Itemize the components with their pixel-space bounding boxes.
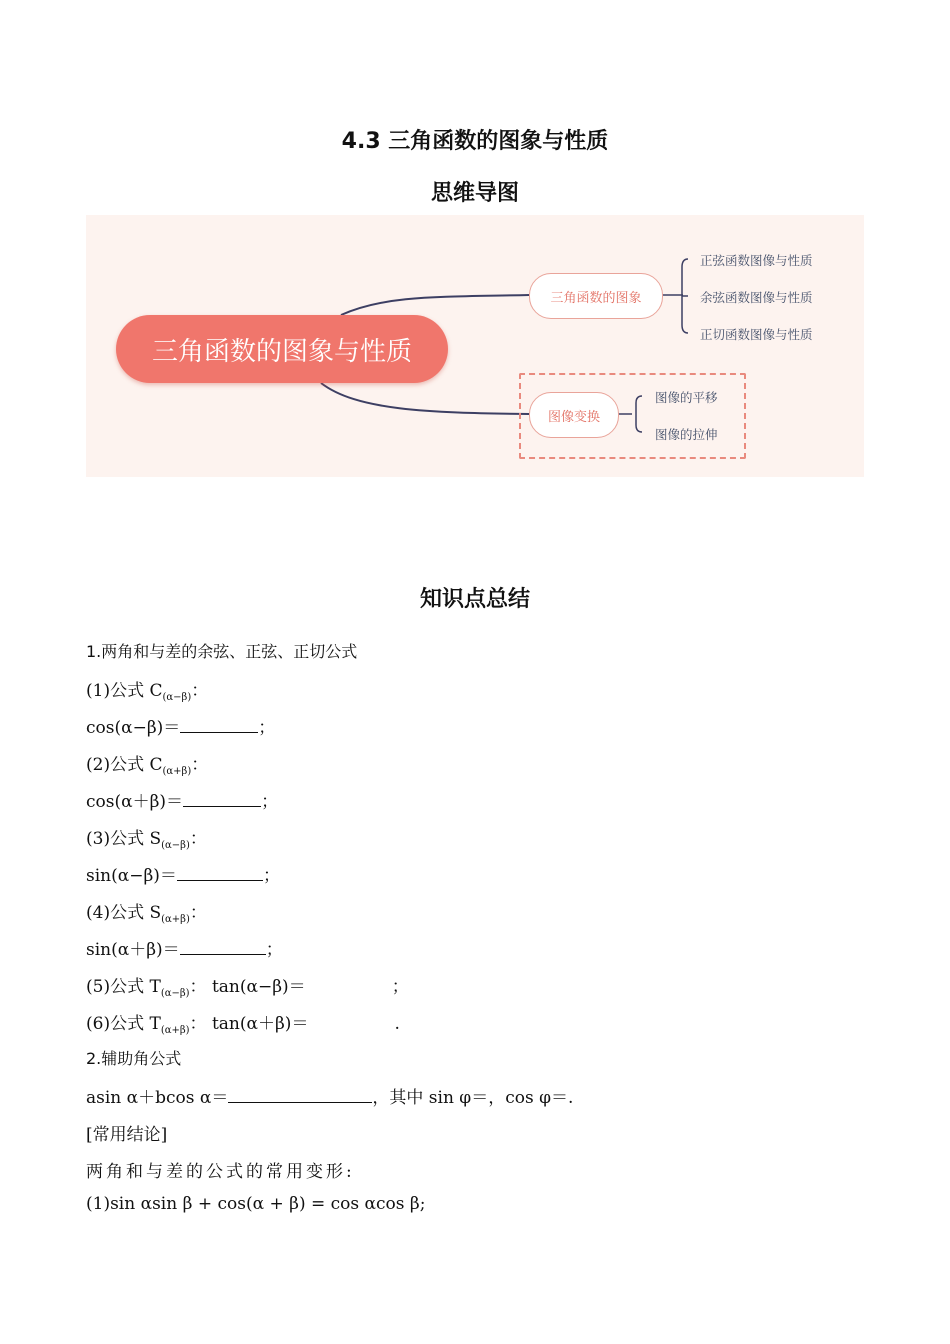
answer-blank <box>228 1086 372 1103</box>
mind-map-leaf-sine: 正弦函数图像与性质 <box>700 253 813 268</box>
formula-c-plus: cos(α＋β)＝ ； <box>86 792 279 812</box>
formula-s-minus-label: (3)公式 $S_{(\alpha-\beta)}$： <box>86 829 207 851</box>
answer-blank <box>180 716 258 733</box>
common-conclusion-1: (1)sin αsin β + cos(α + β) = cos αcos β; <box>86 1194 426 1214</box>
answer-blank <box>183 790 261 807</box>
mind-map-leaf-cosine: 余弦函数图像与性质 <box>700 290 813 305</box>
mind-map-branch-transform: 图像变换 <box>529 392 619 438</box>
mind-map <box>86 215 864 477</box>
answer-blank <box>180 938 266 955</box>
auxiliary-angle-formula: asin α＋bcos α＝ ，其中 sin φ＝，cos φ＝. <box>86 1088 574 1108</box>
answer-blank <box>177 864 263 881</box>
common-conclusions-label: [常用结论] <box>86 1125 168 1145</box>
summary-heading: 知识点总结 <box>419 587 530 612</box>
mind-map-root: 三角函数的图象与性质 <box>116 315 448 383</box>
page-title: 4.3 三角函数的图象与性质 <box>341 129 609 154</box>
formula-s-minus: sin(α−β)＝ ； <box>86 866 280 886</box>
formula-c-minus-label: (1)公式 $C_{(\alpha-\beta)}$： <box>86 681 209 703</box>
formula-s-plus-label: (4)公式 $S_{(\alpha+\beta)}$： <box>86 903 207 925</box>
formula-s-plus: sin(α＋β)＝ ； <box>86 940 283 960</box>
section-2-heading: 2.辅助角公式 <box>86 1049 182 1068</box>
mindmap-heading: 思维导图 <box>430 181 519 206</box>
formula-t-minus: (5)公式 $T_{(\alpha-\beta)}$： tan(α−β)＝ ； <box>86 977 409 999</box>
mind-map-leaf-translate: 图像的平移 <box>655 390 718 405</box>
formula-c-minus: cos(α−β)＝ ； <box>86 718 276 738</box>
mind-map-leaf-stretch: 图像的拉伸 <box>655 427 718 442</box>
formula-c-plus-label: (2)公式 $C_{(\alpha+\beta)}$： <box>86 755 209 777</box>
section-1-heading: 1.两角和与差的余弦、正弦、正切公式 <box>86 642 358 661</box>
mind-map-leaf-tangent: 正切函数图像与性质 <box>700 327 813 342</box>
mind-map-branch-graphs: 三角函数的图象 <box>529 273 663 319</box>
formula-t-plus: (6)公式 $T_{(\alpha+\beta)}$： tan(α＋β)＝ . <box>86 1014 400 1036</box>
connector-root-to-branch2 <box>321 383 529 414</box>
connector-root-to-branch1 <box>341 295 529 315</box>
common-conclusions-desc: 两角和与差的公式的常用变形: <box>86 1162 355 1182</box>
